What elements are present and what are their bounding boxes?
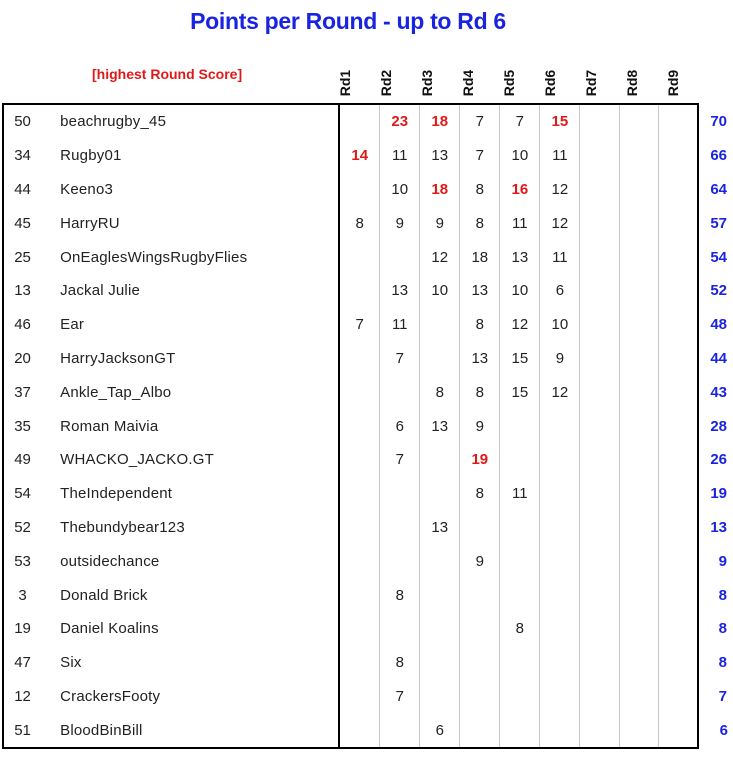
round-header-label: Rd2: [377, 69, 394, 97]
round-score-5: 11: [500, 477, 540, 511]
round-score-7: [580, 139, 619, 173]
player-id: 13: [3, 274, 41, 308]
round-score-5: [500, 409, 540, 443]
round-score-1: [339, 680, 380, 714]
round-score-8: [619, 713, 658, 748]
player-id: 45: [3, 206, 41, 240]
round-score-5: 15: [500, 342, 540, 376]
round-score-4: 8: [460, 308, 500, 342]
total-points: 8: [718, 586, 727, 604]
round-score-7: [580, 375, 619, 409]
round-score-7: [580, 308, 619, 342]
round-score-2: [380, 544, 420, 578]
table-row: [3, 477, 732, 511]
round-score-9: [659, 308, 699, 342]
round-score-7: [580, 612, 619, 646]
round-score-1: [339, 104, 380, 139]
round-score-4: 9: [460, 544, 500, 578]
round-score-5: [500, 646, 540, 680]
points-table: [2, 103, 733, 749]
round-score-8: [619, 206, 658, 240]
round-score-9: [659, 139, 699, 173]
total-points: 6: [719, 722, 728, 740]
round-score-7: [580, 511, 619, 545]
total-points: 7: [718, 687, 727, 705]
round-score-3: 13: [420, 409, 460, 443]
round-score-1: [339, 409, 380, 443]
round-score-2: [380, 511, 420, 545]
table-row: [3, 578, 732, 612]
round-score-3: [420, 680, 460, 714]
round-score-6: [540, 443, 580, 477]
round-header-5: [488, 68, 529, 98]
round-header-7: [570, 68, 611, 98]
highest-round-score-note: [highest Round Score]: [92, 66, 243, 82]
round-score-7: [580, 680, 619, 714]
round-score-1: [339, 713, 380, 748]
player-name: Jackal Julie: [41, 274, 339, 308]
total-points: 44: [710, 349, 727, 367]
table-row: [3, 206, 732, 240]
round-score-8: [619, 139, 658, 173]
round-header-label: Rd6: [541, 69, 558, 97]
round-score-6: [540, 409, 580, 443]
round-header-label: Rd4: [459, 69, 476, 97]
round-score-9: [659, 680, 699, 714]
round-score-6: 12: [540, 375, 580, 409]
player-id: 37: [3, 375, 41, 409]
round-score-5: [500, 511, 540, 545]
round-score-4: 13: [460, 342, 500, 376]
total-points: 8: [718, 654, 727, 672]
round-header-1: [324, 68, 365, 98]
total-points: 8: [718, 620, 727, 638]
round-score-7: [580, 578, 619, 612]
round-score-7: [580, 342, 619, 376]
player-id: 53: [3, 544, 41, 578]
round-header-label: Rd8: [623, 69, 640, 97]
round-score-2: 7: [380, 680, 420, 714]
total-points: 19: [710, 485, 727, 503]
player-name: Daniel Koalins: [41, 612, 339, 646]
table-row: [3, 409, 732, 443]
table-row: [3, 511, 732, 545]
table-row: [3, 680, 732, 714]
player-name: Roman Maivia: [41, 409, 339, 443]
player-id: 25: [3, 240, 41, 274]
total-points: 57: [710, 214, 727, 232]
total-points: 48: [710, 316, 727, 334]
round-score-9: [659, 477, 699, 511]
round-header-9: [652, 68, 693, 98]
round-score-2: 10: [380, 173, 420, 207]
player-name: BloodBinBill: [41, 713, 339, 748]
round-score-1: [339, 240, 380, 274]
round-header-label: Rd7: [582, 69, 599, 97]
round-score-2: 9: [380, 206, 420, 240]
round-header-4: [447, 68, 488, 98]
round-score-3: 18: [420, 173, 460, 207]
round-score-1: [339, 274, 380, 308]
table-row: [3, 173, 732, 207]
round-header-2: [365, 68, 406, 98]
round-score-8: [619, 544, 658, 578]
round-score-6: 9: [540, 342, 580, 376]
round-score-6: [540, 477, 580, 511]
round-score-7: [580, 206, 619, 240]
round-score-3: 18: [420, 104, 460, 139]
round-score-4: [460, 680, 500, 714]
player-name: TheIndependent: [41, 477, 339, 511]
round-score-3: [420, 612, 460, 646]
player-id: 51: [3, 713, 41, 748]
round-score-9: [659, 206, 699, 240]
round-score-5: 16: [500, 173, 540, 207]
round-score-4: 7: [460, 104, 500, 139]
round-score-3: [420, 646, 460, 680]
round-score-5: [500, 680, 540, 714]
round-score-2: [380, 713, 420, 748]
player-name: HarryJacksonGT: [41, 342, 339, 376]
player-id: 12: [3, 680, 41, 714]
table-row: [3, 646, 732, 680]
round-score-6: [540, 713, 580, 748]
round-score-9: [659, 646, 699, 680]
total-points: 64: [710, 180, 727, 198]
round-score-1: [339, 578, 380, 612]
round-score-4: [460, 578, 500, 612]
player-name: Ear: [41, 308, 339, 342]
round-score-1: 7: [339, 308, 380, 342]
round-score-7: [580, 544, 619, 578]
round-score-2: 6: [380, 409, 420, 443]
player-id: 52: [3, 511, 41, 545]
total-points: 28: [710, 417, 727, 435]
round-score-5: 8: [500, 612, 540, 646]
round-score-2: 7: [380, 443, 420, 477]
round-score-9: [659, 443, 699, 477]
player-name: OnEaglesWingsRugbyFlies: [41, 240, 339, 274]
round-score-8: [619, 443, 658, 477]
round-score-5: [500, 578, 540, 612]
round-score-2: [380, 477, 420, 511]
round-score-3: 12: [420, 240, 460, 274]
table-row: [3, 240, 732, 274]
total-points: 70: [710, 112, 727, 130]
total-points: 9: [718, 552, 727, 570]
round-score-6: [540, 578, 580, 612]
round-score-4: 19: [460, 443, 500, 477]
round-score-2: 7: [380, 342, 420, 376]
total-points: 54: [710, 248, 727, 266]
round-score-7: [580, 713, 619, 748]
round-score-5: 10: [500, 274, 540, 308]
table-row: [3, 375, 732, 409]
round-score-1: [339, 342, 380, 376]
round-score-4: [460, 511, 500, 545]
round-score-8: [619, 308, 658, 342]
round-score-7: [580, 409, 619, 443]
round-score-9: [659, 173, 699, 207]
round-score-7: [580, 443, 619, 477]
total-points: 26: [710, 451, 727, 469]
round-score-2: 8: [380, 578, 420, 612]
round-score-4: 8: [460, 206, 500, 240]
table-row: [3, 713, 732, 748]
player-id: 20: [3, 342, 41, 376]
round-score-7: [580, 104, 619, 139]
round-header-6: [529, 68, 570, 98]
round-score-6: [540, 511, 580, 545]
player-id: 50: [3, 104, 41, 139]
round-score-3: 13: [420, 511, 460, 545]
player-id: 49: [3, 443, 41, 477]
round-header-label: Rd1: [336, 69, 353, 97]
round-score-3: [420, 308, 460, 342]
player-id: 44: [3, 173, 41, 207]
round-score-2: 13: [380, 274, 420, 308]
table-row: [3, 274, 732, 308]
round-score-5: 7: [500, 104, 540, 139]
round-score-3: [420, 544, 460, 578]
round-score-7: [580, 646, 619, 680]
round-score-8: [619, 646, 658, 680]
total-points: 13: [710, 518, 727, 536]
round-score-6: 12: [540, 173, 580, 207]
round-score-4: 13: [460, 274, 500, 308]
round-score-3: [420, 477, 460, 511]
player-name: WHACKO_JACKO.GT: [41, 443, 339, 477]
player-name: Rugby01: [41, 139, 339, 173]
round-score-5: [500, 544, 540, 578]
player-name: Six: [41, 646, 339, 680]
round-score-3: 6: [420, 713, 460, 748]
table-row: [3, 443, 732, 477]
table-row: [3, 139, 732, 173]
round-score-4: 9: [460, 409, 500, 443]
round-score-5: [500, 713, 540, 748]
round-score-2: [380, 612, 420, 646]
round-score-6: [540, 646, 580, 680]
player-name: Ankle_Tap_Albo: [41, 375, 339, 409]
player-id: 35: [3, 409, 41, 443]
round-score-8: [619, 511, 658, 545]
round-score-4: [460, 713, 500, 748]
round-score-9: [659, 511, 699, 545]
table-row: [3, 342, 732, 376]
round-score-9: [659, 104, 699, 139]
round-score-1: [339, 477, 380, 511]
round-header-label: Rd9: [664, 69, 681, 97]
round-score-3: [420, 443, 460, 477]
round-score-2: [380, 240, 420, 274]
player-id: 3: [3, 578, 41, 612]
round-score-3: 13: [420, 139, 460, 173]
table-row: [3, 104, 732, 139]
round-score-2: 11: [380, 139, 420, 173]
table-row: [3, 544, 732, 578]
round-score-8: [619, 612, 658, 646]
table-row: [3, 612, 732, 646]
player-name: Thebundybear123: [41, 511, 339, 545]
round-score-7: [580, 477, 619, 511]
round-score-5: 10: [500, 139, 540, 173]
player-id: 54: [3, 477, 41, 511]
round-score-8: [619, 578, 658, 612]
round-score-9: [659, 375, 699, 409]
player-name: Keeno3: [41, 173, 339, 207]
round-score-4: 18: [460, 240, 500, 274]
round-score-6: 11: [540, 240, 580, 274]
round-score-6: 12: [540, 206, 580, 240]
round-score-8: [619, 342, 658, 376]
round-score-6: [540, 544, 580, 578]
round-score-9: [659, 274, 699, 308]
round-score-6: 10: [540, 308, 580, 342]
round-score-1: [339, 612, 380, 646]
round-score-1: [339, 511, 380, 545]
round-header-8: [611, 68, 652, 98]
player-name: CrackersFooty: [41, 680, 339, 714]
player-name: beachrugby_45: [41, 104, 339, 139]
round-score-5: [500, 443, 540, 477]
round-score-4: 8: [460, 375, 500, 409]
player-id: 46: [3, 308, 41, 342]
round-score-4: [460, 646, 500, 680]
round-score-6: [540, 612, 580, 646]
round-score-4: 7: [460, 139, 500, 173]
round-score-1: 8: [339, 206, 380, 240]
round-score-5: 13: [500, 240, 540, 274]
round-score-2: [380, 375, 420, 409]
page-title: Points per Round - up to Rd 6: [190, 8, 506, 34]
round-score-7: [580, 274, 619, 308]
round-score-2: 8: [380, 646, 420, 680]
round-score-1: [339, 173, 380, 207]
player-id: 19: [3, 612, 41, 646]
round-score-9: [659, 713, 699, 748]
round-score-5: 12: [500, 308, 540, 342]
round-score-9: [659, 612, 699, 646]
round-score-9: [659, 578, 699, 612]
round-score-1: [339, 544, 380, 578]
round-score-8: [619, 375, 658, 409]
round-score-9: [659, 409, 699, 443]
player-name: HarryRU: [41, 206, 339, 240]
round-score-1: [339, 646, 380, 680]
total-points: 52: [710, 282, 727, 300]
round-score-3: 10: [420, 274, 460, 308]
total-points: 43: [710, 383, 727, 401]
round-score-7: [580, 173, 619, 207]
round-score-4: 8: [460, 173, 500, 207]
round-score-5: 15: [500, 375, 540, 409]
round-score-8: [619, 104, 658, 139]
round-score-8: [619, 240, 658, 274]
player-id: 47: [3, 646, 41, 680]
round-score-1: [339, 375, 380, 409]
round-score-6: 15: [540, 104, 580, 139]
round-score-9: [659, 240, 699, 274]
round-score-4: [460, 612, 500, 646]
player-id: 34: [3, 139, 41, 173]
player-name: Donald Brick: [41, 578, 339, 612]
round-score-3: [420, 342, 460, 376]
round-header-label: Rd5: [500, 69, 517, 97]
table-row: [3, 308, 732, 342]
round-header-3: [406, 68, 447, 98]
round-score-2: 23: [380, 104, 420, 139]
round-score-1: 14: [339, 139, 380, 173]
round-score-2: 11: [380, 308, 420, 342]
total-points: 66: [710, 147, 727, 165]
round-score-1: [339, 443, 380, 477]
round-score-3: [420, 578, 460, 612]
round-score-7: [580, 240, 619, 274]
round-score-8: [619, 477, 658, 511]
round-score-5: 11: [500, 206, 540, 240]
round-score-8: [619, 409, 658, 443]
round-score-8: [619, 173, 658, 207]
round-score-6: 6: [540, 274, 580, 308]
round-score-6: [540, 680, 580, 714]
round-score-8: [619, 680, 658, 714]
round-score-9: [659, 544, 699, 578]
round-score-9: [659, 342, 699, 376]
round-score-3: 8: [420, 375, 460, 409]
round-score-4: 8: [460, 477, 500, 511]
round-header-label: Rd3: [418, 69, 435, 97]
round-score-6: 11: [540, 139, 580, 173]
player-name: outsidechance: [41, 544, 339, 578]
round-score-3: 9: [420, 206, 460, 240]
round-score-8: [619, 274, 658, 308]
